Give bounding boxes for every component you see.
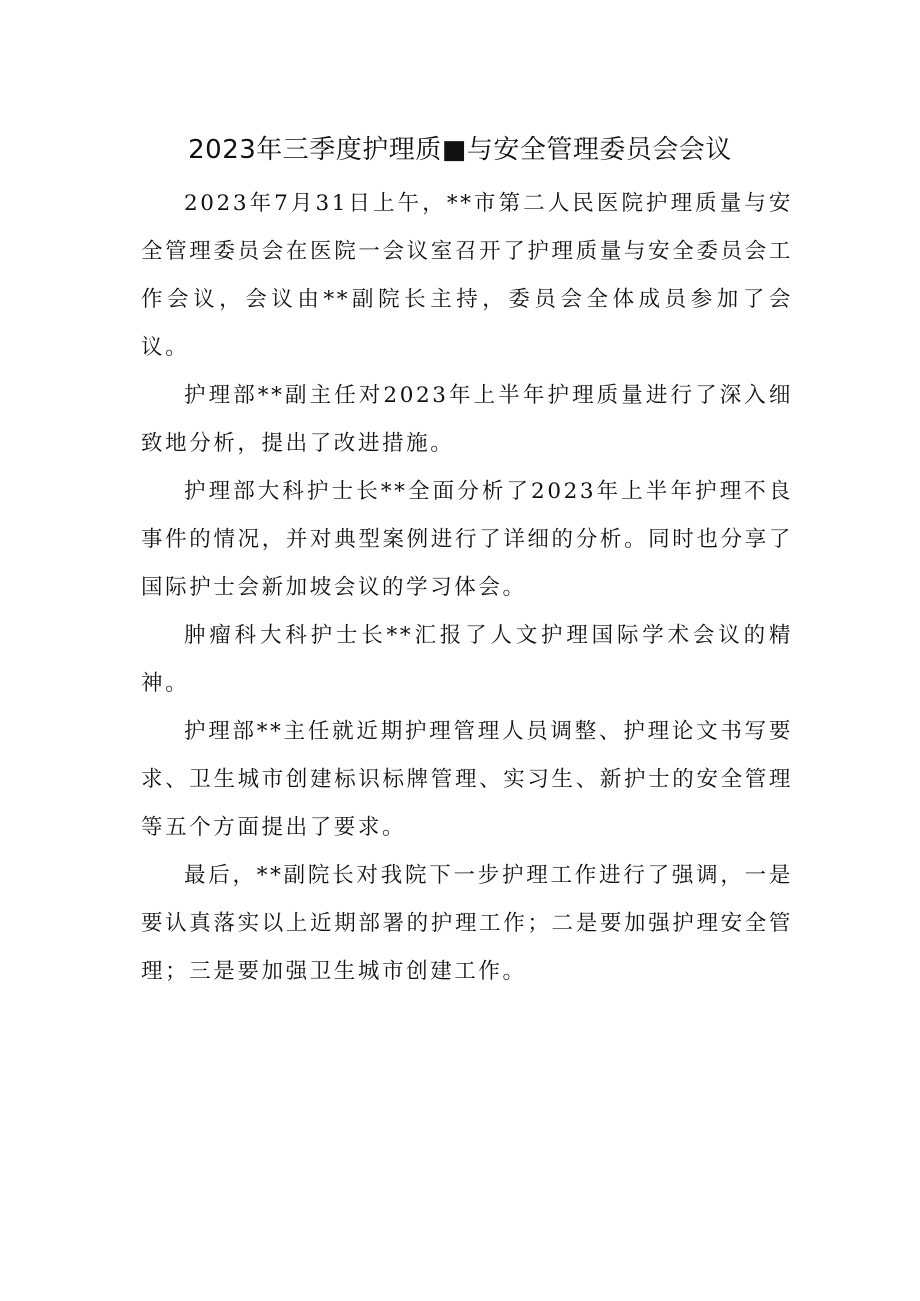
- paragraph-director-requirements: 护理部**主任就近期护理管理人员调整、护理论文书写要求、卫生城市创建标识标牌管理、实习生、新护士的安全管理等五个方面提出了要求。: [141, 719, 793, 840]
- paragraph-oncology-report: 肿瘤科大科护士长**汇报了人文护理国际学术会议的精神。: [141, 623, 793, 696]
- paragraph-closing-remarks: 最后，**副院长对我院下一步护理工作进行了强调，一是要认真落实以上近期部署的护理工作；二是要加强护理安全管理；三是要加强卫生城市创建工作。: [141, 863, 793, 984]
- paragraph-meeting-intro: 2023年7月31日上午，**市第二人民医院护理质量与安全管理委员会在医院一会议室召开了护理质量与安全委员会工作会议，会议由**副院长主持，委员会全体成员参加了会议。: [141, 191, 793, 360]
- paragraph-adverse-events: 护理部大科护士长**全面分析了2023年上半年护理不良事件的情况，并对典型案例进行了详细的分析。同时也分享了国际护士会新加坡会议的学习体会。: [141, 479, 793, 600]
- paragraph-quality-analysis: 护理部**副主任对2023年上半年护理质量进行了深入细致地分析，提出了改进措施。: [141, 383, 793, 456]
- document-body: [141, 180, 793, 996]
- document-title: 2023年三季度护理质■与安全管理委员会会议: [188, 135, 732, 165]
